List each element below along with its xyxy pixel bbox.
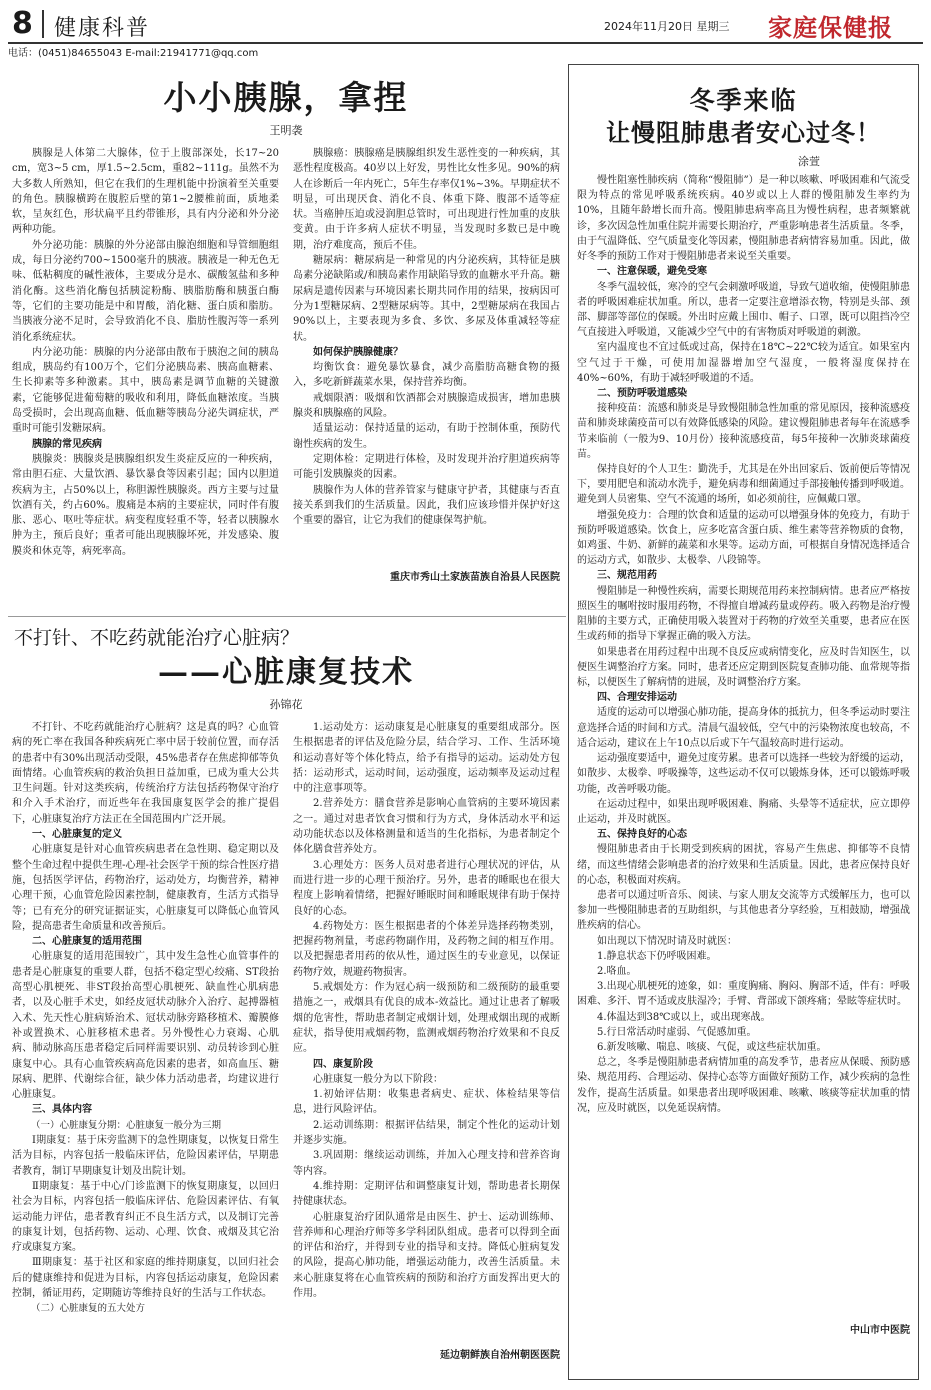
paragraph: 心脏康复治疗团队通常是由医生、护士、运动训练师、营养师和心理治疗师等多学科团队组成。患者可以得到全面的评估和治疗，并得到专业的指导和支持。降低心脏病复发的风险，提高心肺功能，增强运动能力，改善生活质量。未来心脏康复将在心血管疾病的预防和治疗方面发挥出更大的作用。 <box>293 1211 560 1299</box>
paragraph: 外分泌功能：胰腺的外分泌部由腺泡细胞和导管细胞组成，每日分泌约700~1500毫升的胰液。胰液是一种无色无味、低粘稠度的碱性液体，主要成分是水、碳酸氢盐和多种消化酶。这些消化酶包括胰淀粉酶、胰脂肪酶和胰蛋白酶等，它们的主要功能是中和胃酸，消化糖、蛋白质和脂肪。当胰液分泌不足时，会导致消化不良、脂肪性腹泻等一系列消化系统症状。 <box>12 239 279 343</box>
paragraph: 增强免疫力：合理的饮食和适量的运动可以增强身体的免疫力，有助于预防呼吸道感染。饮食上，应多吃富含蛋白质、维生素等营养物质的食物，如鸡蛋、牛奶、新鲜的蔬菜和水果等。运动方面，可根据自身情况选择适合的运动方式，如散步、太极拳、八段锦等。 <box>577 509 910 567</box>
subheading: 三、具体内容 <box>32 1104 92 1116</box>
paragraph: 3.出现心肌梗死的迹象，如：重度胸痛、胸闷、胸部不适，伴有：呼吸困难、多汗、胃不适或皮肤湿冷；手臂、背部或下颌疼痛；晕眩等症状时。 <box>577 981 910 1008</box>
subheading: 二、预防呼吸道感染 <box>597 387 687 399</box>
article-organization: 延边朝鲜族自治州朝医医院 <box>440 1350 560 1361</box>
paragraph: 2.营养处方：膳食营养是影响心血管病的主要环境因素之一。通过对患者饮食习惯和行为方式，身体活动水平和运动功能状态以及体格测量和适当的生化指标，为患者制定个体化膳食营养处方。 <box>293 798 560 856</box>
subheading: 一、心脏康复的定义 <box>32 829 122 841</box>
paragraph: 1.静息状态下仍呼吸困难。 <box>597 950 717 962</box>
article-organization: 中山市中医院 <box>850 1325 910 1336</box>
contact-info: 电话：(0451)84655043 E-mail:21941771@qq.com <box>8 48 259 59</box>
article-copd-winter <box>568 64 919 1380</box>
paragraph: 3.心理处方：医务人员对患者进行心理状况的评估，从而进行进一步的心理干预治疗。另外，患者的睡眠也在很大程度上影响着情绪，把握好睡眠时间和睡眠规律有助于保持良好的心态。 <box>293 859 560 917</box>
paragraph: 适度的运动可以增强心肺功能，提高身体的抵抗力，但冬季运动时要注意选择合适的时间和方式。清晨气温较低，空气中的污染物浓度也较高，不适合运动，建议在上午10点以后或下午气温较高时进行运动。 <box>577 707 910 749</box>
subheading: 一、注意保暖，避免受寒 <box>597 266 707 278</box>
article-author: 孙锦花 <box>269 698 303 711</box>
paragraph: 接种疫苗：流感和肺炎是导致慢阻肺急性加重的常见原因，接种流感疫苗和肺炎球菌疫苗可以有效降低感染的风险。建议慢阻肺患者每年在流感季节来临前（一般为9、10月份）接种流感疫苗，每5年接种一次肺炎球菌疫苗。 <box>577 403 910 460</box>
subheading: 四、合理安排运动 <box>597 692 677 704</box>
page-header <box>8 0 923 44</box>
paragraph: 2.运动训练期：根据评估结果，制定个性化的运动计划并逐步实施。 <box>293 1119 560 1147</box>
article-author: 王明袭 <box>269 124 303 137</box>
paragraph: 胰腺炎：胰腺炎是胰腺组织发生炎症反应的一种疾病，常由胆石症、大量饮酒、暴饮暴食等因素引起；国内以胆道疾病为主，占50%以上，称胆源性胰腺炎。西方主要与过量饮酒有关，约占60%。腹痛是本病的主要症状，同时伴有腹胀、恶心、呕吐等症状。病变程度轻重不等，轻者以胰腺水肿为主，预后良好；重者可能出现胰腺坏死，并发感染、腹膜炎和休克等，病死率高。 <box>12 453 279 557</box>
paragraph: 慢阻肺患者由于长期受到疾病的困扰，容易产生焦虑、抑郁等不良情绪，而这些情绪会影响患者的治疗效果和生活质量。因此，患者应保持良好的心态，积极面对疾病。 <box>577 844 910 886</box>
paragraph: 保持良好的个人卫生：勤洗手，尤其是在外出回家后、饭前便后等情况下，要用肥皂和流动水洗手，避免病毒和细菌通过手部接触传播到呼吸道。避免到人员密集、空气不流通的场所，如必须前往，应佩戴口罩。 <box>577 464 910 506</box>
issue-date: 2024年11月20日 星期三 <box>604 20 730 33</box>
paragraph: 室内温度也不宜过低或过高，保持在18℃~22℃较为适宜。如果室内空气过于干燥，可使用加湿器增加空气湿度，一般将湿度保持在40%~60%，有助于减轻呼吸道的不适。 <box>577 342 910 384</box>
article-title: ——心脏康复技术 <box>158 655 414 690</box>
paragraph: 运动强度要适中，避免过度劳累。患者可以选择一些较为舒缓的运动，如散步、太极拳、呼吸操等，这些运动不仅可以锻炼身体，还可以锻炼呼吸功能，改善呼吸功能。 <box>577 753 910 795</box>
paragraph: 5.行日常活动时虚弱、气促感加重。 <box>597 1026 757 1038</box>
paragraph: 内分泌功能：胰腺的内分泌部由散布于胰泡之间的胰岛组成，胰岛约有100万个，它们分泌胰岛素、胰高血糖素、生长抑素等多种激素。其中，胰岛素是调节血糖的关键激素，它能够促进葡萄糖的吸收和利用，降低血糖浓度。当胰岛受损时，会出现高血糖、低血糖等胰岛分泌失调症状，严重时可能引发糖尿病。 <box>12 346 279 435</box>
paragraph: 心脏康复一般分为以下阶段： <box>313 1073 443 1085</box>
article-body <box>577 173 910 1319</box>
paragraph: Ⅲ期康复：基于社区和家庭的维持期康复，以回归社会后的健康维持和促进为目标，内容包括运动康复，危险因素控制，循证用药，定期随访等维持良好的生活与工作状态。 <box>12 1257 279 1299</box>
paragraph: 适量运动：保持适量的运动，有助于控制体重，预防代谢性疾病的发生。 <box>293 423 560 450</box>
article-pancreas <box>12 66 560 610</box>
paragraph: 1.初始评估期：收集患者病史、症状、体检结果等信息，进行风险评估。 <box>293 1089 560 1116</box>
paragraph: 慢性阻塞性肺疾病（简称“慢阻肺”）是一种以咳嗽、呼吸困难和气流受限为特点的常见呼吸系统疾病。40岁或以上人群的慢阻肺发生率约为10%，且随年龄增长而升高。慢阻肺患病率高且为慢性病程，患者频繁就诊，多次因急性加重住院并需要长期治疗，严重影响患者生活质量。冬季，由于气温降低、空气质量变化等因素，慢阻肺患者病情容易加重。因此，做好冬季的预防工作对于慢阻肺患者来说至关重要。 <box>577 175 910 263</box>
article-kicker: 不打针、不吃药就能治疗心脏病？ <box>14 627 300 649</box>
paragraph: Ⅱ期康复：基于中心/门诊监测下的恢复期康复，以回归社会为目标，内容包括一般临床评估、危险因素评估、有氧运动能力评估，患者教育纠正不良生活方式，以及制订完善的康复计划，包括药物、运动、心理、饮食、戒烟及其它治疗或康复方案。 <box>12 1180 279 1254</box>
article-title-line2: 让慢阻肺患者安心过冬！ <box>606 118 881 147</box>
paragraph: 4.维持期：定期评估和调整康复计划，帮助患者长期保持健康状态。 <box>293 1180 560 1208</box>
article-title-line1: 冬季来临 <box>689 86 798 115</box>
paragraph: 如果患者在用药过程中出现不良反应或病情变化，应及时告知医生，以便医生调整治疗方案。同时，患者还应定期到医院复查肺功能、血常规等指标，以便医生了解病情的进展，及时调整治疗方案。 <box>577 646 910 688</box>
article-title: 小小胰腺，拿捏 <box>163 78 409 117</box>
paragraph: 胰腺是人体第二大腺体，位于上腹部深处，长17~20 cm，宽3~5 cm，厚1.5~2.5cm，重82~111g。虽然不为大多数人所熟知，但它在我们的生理机能中扮演着至关重要的角色。胰腺横跨在腹腔后壁的第1~2腰椎前面，质地柔软，呈灰红色，形状扁平且约带锥形，具有内分泌和外分泌两种功能。 <box>12 148 279 236</box>
paragraph: 4.体温达到38℃或以上，或出现寒战。 <box>597 1011 771 1023</box>
paragraph: 如出现以下情况时请及时就医： <box>597 935 737 947</box>
paragraph: 糖尿病：糖尿病是一种常见的内分泌疾病，其特征是胰岛素分泌缺陷或/和胰岛素作用缺陷导致的血糖水平升高。糖尿病是遗传因素与环境因素长期共同作用的结果，按病因可分为1型糖尿病、2型糖尿病等。其中，2型糖尿病在我国占90%以上，主要表现为多食、多饮、多尿及体重减轻等症状。 <box>293 255 560 343</box>
subsection-label: （一）心脏康复分期：心脏康复一般分为三期 <box>31 1119 222 1131</box>
paragraph: 心脏康复的适用范围较广，其中发生急性心血管事件的患者是心脏康复的重要人群，包括不稳定型心绞痛、ST段抬高型心肌梗死、非ST段抬高型心肌梗死、缺血性心肌病患者，以及心脏手术史，如经皮冠状动脉介入治疗、起搏器植入术、先天性心脏病矫治术、冠状动脉旁路移植术、瓣膜修补或置换术、心脏移植术患者。另外慢性心力衰竭、心肌病、肺动脉高压患者稳定后同样需要识别、动员转诊到心脏康复中心。具有心血管疾病高危因素的患者，如高血压、糖尿病、肥胖、代谢综合征，缺少体力活动患者，均建议进行心脏康复。 <box>12 951 279 1101</box>
paragraph: 冬季气温较低，寒冷的空气会刺激呼吸道，导致气道收缩，使慢阻肺患者的呼吸困难症状加重。所以，患者一定要注意增添衣物，特别是头部、颈部、脚部等部位的保暖。外出时应戴上围巾、帽子、口罩，既可以阻挡冷空气直接进入呼吸道，又能减少空气中的有害物质对呼吸道的刺激。 <box>577 281 910 339</box>
subheading: 四、康复阶段 <box>313 1058 373 1070</box>
paragraph: 1.运动处方：运动康复是心脏康复的重要组成部分。医生根据患者的评估及危险分层，结合学习、工作、生活环境和运动喜好等个体化特点，给予有指导的运动。运动处方包括：运动形式，运动时间，运动强度，运动频率及运动过程中的注意事项等。 <box>293 722 560 795</box>
paragraph: Ⅰ期康复：基于床旁监测下的急性期康复，以恢复日常生活为目标，内容包括一般临床评估，危险因素评估，早期患者教育，制订早期康复计划及出院计划。 <box>12 1135 279 1177</box>
article-body <box>12 146 560 566</box>
page-number: 8 <box>12 6 33 41</box>
article-organization: 重庆市秀山土家族苗族自治县人民医院 <box>390 572 560 583</box>
paragraph: 定期体检：定期进行体检，及时发现并治疗胆道疾病等可能引发胰腺炎的因素。 <box>293 453 560 481</box>
paragraph: 慢阻肺是一种慢性疾病，需要长期规范用药来控制病情。患者应严格按照医生的嘱咐按时服用药物，不得擅自增减药量或停药。吸入药物是治疗慢阻肺的主要方式，正确使用吸入装置对于药物的疗效至关重要，患者应在医生或药师的指导下掌握正确的吸入方法。 <box>577 585 910 643</box>
section-title: 健康科普 <box>54 16 151 41</box>
paragraph: 4.药物处方：医生根据患者的个体差异选择药物类别，把握药物剂量，考虑药物副作用，及药物之间的相互作用。以及把握患者用药的依从性，通过医生的专业意见，以保证药物疗效，规避药物损害。 <box>293 920 560 978</box>
paragraph: 均衡饮食：避免暴饮暴食，减少高脂肪高糖食物的摄入，多吃新鲜蔬菜水果，保持营养均衡。 <box>293 362 560 389</box>
article-body <box>12 720 560 1344</box>
subheading: 二、心脏康复的适用范围 <box>32 936 142 948</box>
article-cardiac-rehab <box>12 626 560 1386</box>
paragraph: 不打针、不吃药就能治疗心脏病？这是真的吗？心血管病的死亡率在我国各种疾病死亡率中居于较前位置，而存活的患者中有30%出现活动受限，45%患者存在焦虑抑郁等负面情绪。心血管疾病的救治负担日益加重，已成为重大公共卫生问题。针对这类疾病，传统治疗方法包括药物保守治疗和介入手术治疗，而近些年在我国康复医学会的推广提倡下，心脏康复治疗方法正在全国范围内广泛开展。 <box>12 722 279 825</box>
subheading: 如何保护胰腺健康？ <box>313 346 403 358</box>
paragraph: 2.咯血。 <box>597 966 637 978</box>
paragraph: 5.戒烟处方：作为冠心病一级预防和二级预防的最重要措施之一，戒烟具有优良的成本-效益比。通过让患者了解吸烟的危害性，帮助患者制定戒烟计划，处理戒烟出现的戒断症状，指导使用戒烟药物，监测戒烟药物治疗效果和不良反应。 <box>293 982 560 1055</box>
section-divider <box>8 616 566 617</box>
paragraph: 心脏康复是针对心血管疾病患者在急性期、稳定期以及整个生命过程中提供生理-心理-社会医学干预的综合性医疗措施，包括医学评估，药物治疗，运动处方，均衡营养，精神心理干预，心血管危险因素控制，健康教育，生活方式指导等；已有充分的研究证据证实，心脏康复可以降低心血管风险，提高患者生命质量和改善预后。 <box>12 844 279 932</box>
header-divider <box>42 10 44 38</box>
paragraph: 胰腺作为人体的营养管家与健康守护者，其健康与否直接关系到我们的生活质量。因此，我们应该珍惜并保护好这个重要的器官，让它为我们的健康保驾护航。 <box>293 484 560 527</box>
newspaper-name: 家庭保健报 <box>768 13 893 42</box>
paragraph: 患者可以通过听音乐、阅读、与家人朋友交流等方式缓解压力，也可以参加一些慢阻肺患者的互助组织，与其他患者分享经验，互相鼓励，增强战胜疾病的信心。 <box>577 890 910 932</box>
paragraph: 戒烟限酒：吸烟和饮酒都会对胰腺造成损害，增加患胰腺炎和胰腺癌的风险。 <box>293 392 560 420</box>
subheading: 三、规范用药 <box>597 570 657 582</box>
paragraph: 在运动过程中，如果出现呼吸困难、胸痛、头晕等不适症状，应立即停止运动，并及时就医。 <box>577 798 910 825</box>
paragraph: 胰腺癌：胰腺癌是胰腺组织发生恶性变的一种疾病，其恶性程度极高。40岁以上好发，男性比女性多见。90%的病人在诊断后一年内死亡，5年生存率仅1%~3%。早期症状不明显，可出现厌食、消化不良、体重下降、腹部不适等症状。当癌肿压迫或浸润胆总管时，可出现进行性加重的皮肤变黄。由于许多病人症状不明显，当发现时多数已是中晚期，治疗难度高，预后不佳。 <box>293 148 560 251</box>
subheading: 胰腺的常见疾病 <box>32 438 102 450</box>
paragraph: 6.新发咳嗽、喘息、咳痰、气促，或这些症状加重。 <box>597 1042 827 1054</box>
paragraph: 总之，冬季是慢阻肺患者病情加重的高发季节，患者应从保暖、预防感染、规范用药、合理运动、保持心态等方面做好预防工作，减少疾病的急性发作，提高生活质量。如果患者出现呼吸困难、咳嗽、咳痰等症状加重的情况，应及时就医，以免延误病情。 <box>577 1057 910 1114</box>
article-author: 涂萱 <box>798 155 820 168</box>
subheading: 五、保持良好的心态 <box>597 829 687 841</box>
paragraph: 3.巩固期：继续运动训练，并加入心理支持和营养咨询等内容。 <box>293 1150 560 1177</box>
subsection-label: （二）心脏康复的五大处方 <box>31 1303 146 1315</box>
